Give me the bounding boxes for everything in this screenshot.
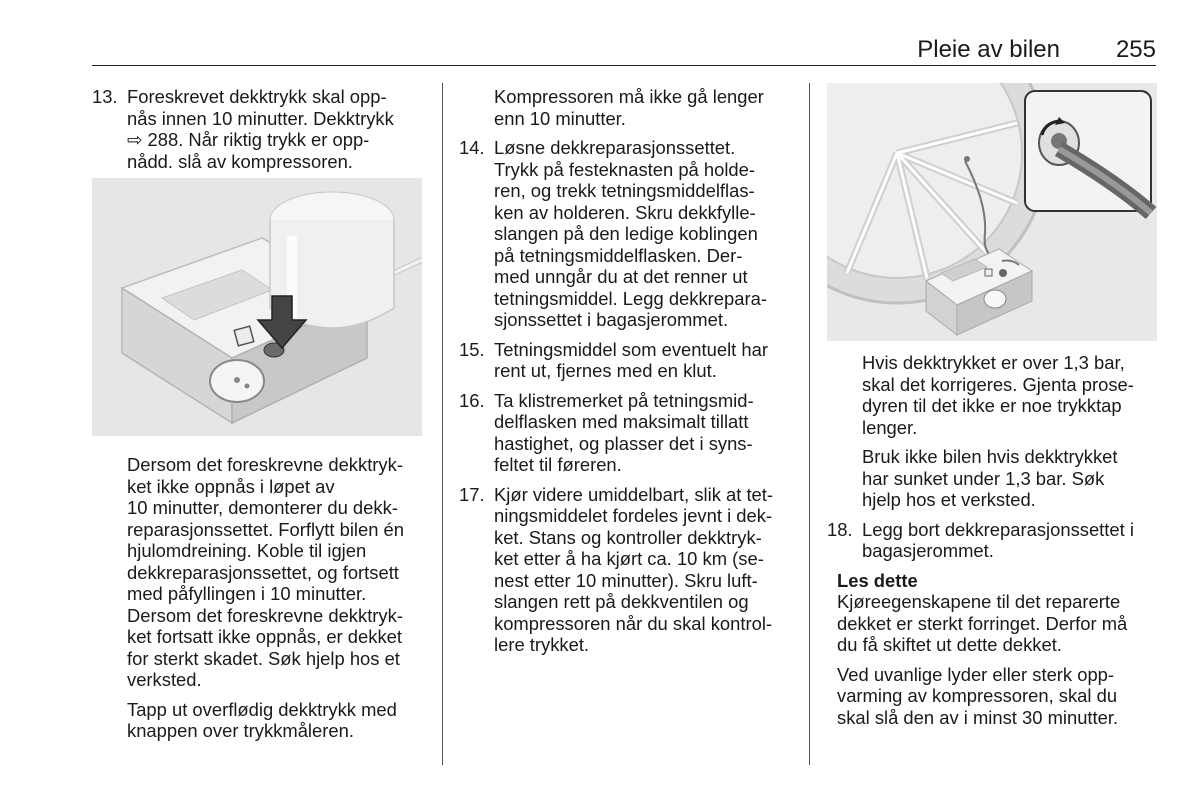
- step-15: [459, 339, 793, 382]
- step-text: [494, 137, 793, 331]
- note-heading: Les dette: [837, 569, 918, 591]
- line: knappen over trykkmåleren.: [127, 720, 354, 741]
- line: kompressoren når du skal kontrol-: [494, 612, 773, 634]
- line: lenger.: [862, 416, 918, 438]
- line: med unngår du at det renner ut: [494, 266, 748, 287]
- line: dyren til det ikke er noe trykktap: [862, 395, 1122, 416]
- step-text: [862, 519, 1157, 562]
- line: ket. Stans og kontroller dekktryk-: [494, 526, 762, 548]
- note-paragraph: [837, 664, 1157, 729]
- step-text: [494, 339, 793, 382]
- compressor-illustration-svg: [92, 178, 422, 436]
- line: verksted.: [127, 669, 202, 690]
- step-number: 15.: [459, 338, 485, 360]
- line: bagasjerommet.: [862, 540, 994, 561]
- line: ket ikke oppnås i løpet av: [127, 475, 335, 497]
- note-box: [837, 570, 1157, 729]
- line: Tapp ut overflødig dekktrykk med: [127, 698, 397, 720]
- column-3: [827, 352, 1157, 736]
- line: slangen på den ledige koblingen: [494, 223, 758, 244]
- line: Legg bort dekkreparasjonssettet i: [862, 518, 1134, 540]
- paragraph: [127, 699, 430, 742]
- step-number: 17.: [459, 483, 485, 505]
- line: sjonssettet i bagasjerommet.: [494, 309, 729, 330]
- line: skal det korrigeres. Gjenta prose-: [862, 373, 1134, 395]
- line: lere trykket.: [494, 634, 590, 655]
- line: Kjør videre umiddelbart, slik at tet-: [494, 483, 774, 505]
- line: feltet til føreren.: [494, 454, 622, 475]
- line: på tetningsmiddelflasken. Der-: [494, 244, 743, 266]
- page-number: 255: [1115, 36, 1156, 63]
- line: Dersom det foreskrevne dekktryk-: [127, 604, 403, 626]
- step-number: 14.: [459, 137, 485, 158]
- line: Dersom det foreskrevne dekktryk-: [127, 454, 403, 475]
- line: hjulomdreining. Koble til igjen: [127, 540, 367, 561]
- note-paragraph: [837, 591, 1157, 656]
- line: enn 10 minutter.: [494, 107, 626, 129]
- line: Kjøreegenskapene til det reparerte: [837, 591, 1121, 612]
- line: ket fortsatt ikke oppnås, er dekket: [127, 626, 402, 647]
- line: for sterkt skadet. Søk hjelp hos et: [127, 647, 400, 669]
- step-text: [494, 390, 793, 476]
- section-title: Pleie av bilen: [917, 36, 1060, 63]
- line: ket etter å ha kjørt ca. 10 km (se-: [494, 548, 764, 569]
- column-divider: [442, 83, 443, 765]
- step-17: [459, 484, 793, 656]
- compressor-illustration: [92, 178, 422, 436]
- paragraph: [494, 86, 793, 129]
- line: Bruk ikke bilen hvis dekktrykket: [862, 446, 1118, 467]
- column-2: [459, 86, 793, 664]
- line: varming av kompressoren, skal du: [837, 685, 1118, 706]
- column-divider: [809, 83, 810, 765]
- line: hjelp hos et verksted.: [862, 489, 1036, 510]
- line: tetningsmiddel. Legg dekkrepara-: [494, 287, 767, 309]
- line: du få skiftet ut dette dekket.: [837, 634, 1062, 655]
- line: dekket er sterkt forringet. Derfor må: [837, 612, 1128, 634]
- line: nådd. slå av kompressoren.: [127, 150, 353, 172]
- line: Kompressoren må ikke gå lenger: [494, 86, 764, 107]
- line: nest etter 10 minutter). Skru luft-: [494, 569, 758, 591]
- line: Ved uvanlige lyder eller sterk opp-: [837, 663, 1115, 685]
- line: Løsne dekkreparasjonssettet.: [494, 137, 736, 158]
- line: dekkreparasjonssettet, og fortsett: [127, 561, 399, 583]
- line: Ta klistremerket på tetningsmid-: [494, 389, 754, 411]
- line: rent ut, fjernes med en klut.: [494, 360, 717, 381]
- step-text: [127, 86, 430, 172]
- paragraph: [127, 454, 430, 691]
- line: ningsmiddelet fordeles jevnt i dek-: [494, 505, 773, 526]
- line: Hvis dekktrykket er over 1,3 bar,: [862, 352, 1125, 373]
- page-header: [92, 34, 1156, 66]
- step-16: [459, 390, 793, 476]
- line: skal slå den av i minst 30 minutter.: [837, 706, 1119, 728]
- line: reparasjonssettet. Forflytt bilen én: [127, 518, 405, 540]
- paragraph: [862, 446, 1157, 511]
- step-number: 18.: [827, 518, 853, 540]
- line: ren, og trekk tetningsmiddelflas-: [494, 180, 755, 201]
- step-number: 13.: [92, 86, 118, 107]
- step-14: [459, 137, 793, 331]
- line: ken av holderen. Skru dekkfylle-: [494, 201, 756, 223]
- line: 10 minutter, demonterer du dekk-: [127, 497, 398, 518]
- line: nås innen 10 minutter. Dekktrykk: [127, 107, 394, 129]
- wheel-compressor-illustration: [827, 83, 1157, 341]
- step-18: [827, 519, 1157, 562]
- line: Tetningsmiddel som eventuelt har: [494, 338, 768, 360]
- line: Foreskrevet dekktrykk skal opp-: [127, 86, 387, 107]
- step-text: [494, 484, 793, 656]
- line: hastighet, og plasser det i syns-: [494, 432, 753, 454]
- paragraph: [862, 352, 1157, 438]
- step-number: 16.: [459, 389, 485, 411]
- line: slangen rett på dekkventilen og: [494, 591, 749, 612]
- line: Trykk på festeknasten på holde-: [494, 158, 756, 180]
- step-13: [92, 86, 430, 172]
- line: med påfyllingen i 10 minutter.: [127, 583, 367, 604]
- line: har sunket under 1,3 bar. Søk: [862, 467, 1105, 489]
- line: ⇨ 288. Når riktig trykk er opp-: [127, 129, 370, 150]
- wheel-compressor-illustration-svg: [827, 83, 1157, 341]
- line: delflasken med maksimalt tillatt: [494, 411, 749, 432]
